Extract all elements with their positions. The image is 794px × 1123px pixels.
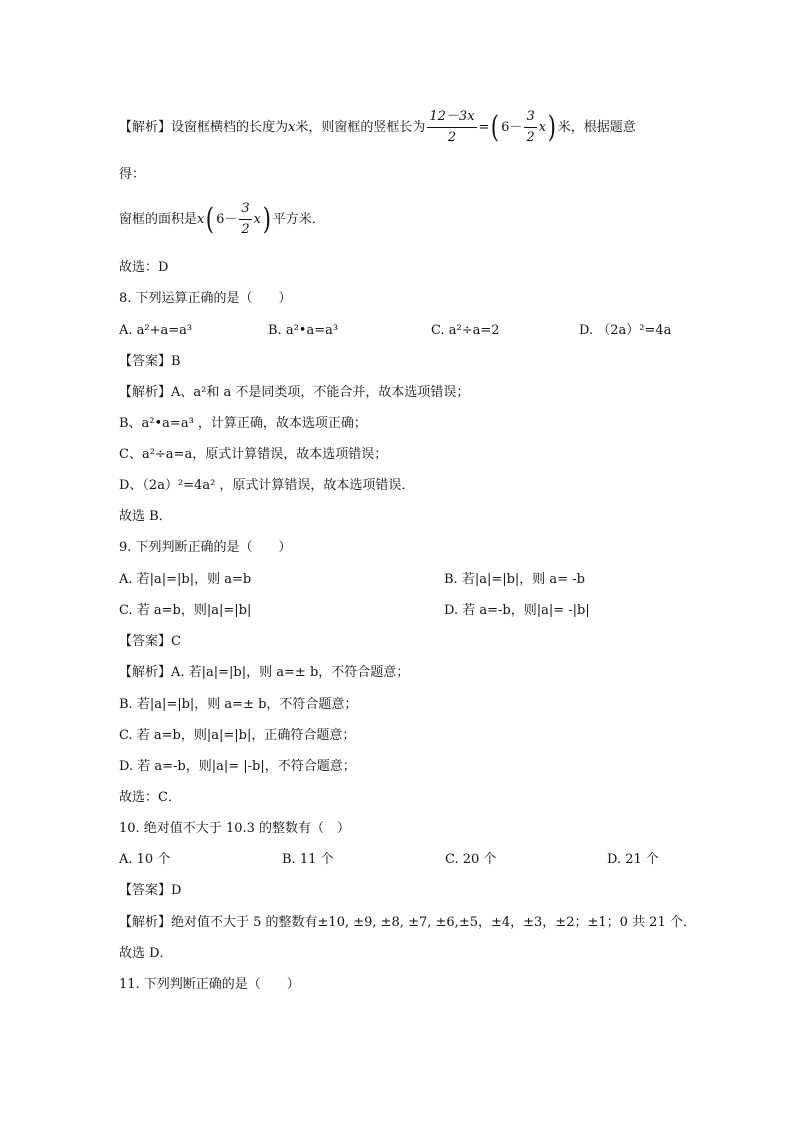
q8-conclusion: 故选 B．: [119, 509, 172, 524]
q10-conclusion: 故选 D．: [119, 946, 173, 961]
q10-option-d: D. 21 个: [607, 852, 659, 867]
q7-area-inner-x: x: [253, 212, 261, 227]
q7-area-line: [119, 196, 754, 244]
q7-frac2-den: 2: [526, 130, 535, 145]
q7-area-frac-den: 2: [241, 222, 250, 237]
q9-stem: 9. 下列判断正确的是（ ）: [119, 540, 292, 555]
q9-analysis-b: B. 若|a|=|b|，则 a=± b，不符合题意；: [119, 697, 358, 712]
q8-analysis-b: B、a²•a=a³ ，计算正确，故本选项正确；: [119, 416, 367, 431]
q10-option-c: C. 20 个: [445, 852, 497, 867]
q7-area-prefix: 窗框的面积是: [119, 212, 198, 227]
q8-analysis-d: D、（2a）²=4a² ，原式计算错误，故本选项错误．: [119, 478, 415, 493]
q8-answer: 【答案】B: [119, 354, 181, 369]
q7-analysis-mid: 米，则窗框的竖框长为: [295, 120, 426, 135]
q8-option-c: C. a²÷a=2: [431, 323, 500, 338]
q7-frac1-den: 2: [447, 130, 457, 145]
q9-option-b: B. 若|a|=|b|，则 a= -b: [444, 572, 585, 587]
q7-analysis-suffix: 米，根据题意: [557, 120, 636, 135]
q8-option-a: A. a²+a=a³: [119, 323, 193, 338]
q9-analysis-c: C. 若 a=b，则|a|=|b|，正确符合题意；: [119, 728, 356, 743]
q7-area-fraction: [239, 201, 251, 238]
q9-analysis-a: 【解析】A. 若|a|=|b|，则 a=± b，不符合题意；: [119, 665, 410, 680]
q10-option-b: B. 11 个: [282, 852, 334, 867]
q9-option-d: D. 若 a=-b，则|a|= -|b|: [444, 603, 590, 618]
q9-options-row-1: [119, 569, 754, 591]
q10-analysis: 【解析】绝对值不大于 5 的整数有±10, ±9, ±8, ±7, ±6,±5，±4，±3，±2；±1；0 共 21 个．: [119, 915, 696, 930]
q10-options-row: [119, 849, 754, 871]
q8-analysis-a: 【解析】A、a²和 a 不是同类项，不能合并，故本选项错误；: [119, 385, 470, 400]
q8-stem: 8. 下列运算正确的是（ ）: [119, 291, 292, 306]
q7-area-inner-a: 6－: [216, 212, 238, 227]
q9-option-a: A. 若|a|=|b|，则 a=b: [119, 572, 252, 587]
q7-inner-x: x: [538, 120, 547, 135]
q7-area-right-paren: ): [262, 201, 271, 237]
q7-inner-a: 6－: [501, 120, 523, 135]
q8-option-b: B. a²•a=a³: [268, 323, 339, 338]
q9-answer: 【答案】C: [119, 634, 181, 649]
q7-equals: =: [478, 120, 490, 135]
q7-x: x: [288, 120, 296, 135]
q7-area-left-paren: (: [206, 201, 215, 237]
q7-analysis-line: [119, 104, 754, 152]
q8-options-row: [119, 320, 754, 342]
q8-analysis-c: C、a²÷a=a，原式计算错误，故本选项错误；: [119, 447, 388, 462]
q9-options-row-2: [119, 600, 754, 622]
q7-area-x: x: [197, 212, 205, 227]
q9-analysis-d: D. 若 a=-b，则|a|= |-b|，不符合题意；: [119, 759, 356, 774]
q7-area-suffix: 平方米．: [272, 212, 325, 227]
q7-de: 得：: [119, 167, 146, 182]
q7-right-paren: ): [547, 109, 557, 145]
q7-fraction-1: [427, 109, 476, 146]
q9-conclusion: 故选：C．: [119, 790, 181, 805]
q10-option-a: A. 10 个: [119, 852, 171, 867]
q9-option-c: C. 若 a=b，则|a|=|b|: [119, 603, 252, 618]
q11-stem: 11. 下列判断正确的是（ ）: [119, 977, 300, 992]
q7-frac2-num: 3: [524, 109, 536, 128]
q7-area-frac-num: 3: [239, 201, 251, 220]
q7-left-paren: (: [491, 109, 500, 145]
q7-analysis-prefix: 【解析】设窗框横档的长度为: [119, 120, 289, 135]
q10-answer: 【答案】D: [119, 883, 182, 898]
q10-stem: 10. 绝对值不大于 10.3 的整数有（ ）: [119, 821, 351, 836]
q7-frac1-num: 12－3x: [427, 109, 476, 128]
q8-option-d: D. （2a）²=4a: [579, 323, 672, 338]
q7-conclusion: 故选：D: [119, 260, 169, 275]
q7-fraction-2: [524, 109, 536, 146]
